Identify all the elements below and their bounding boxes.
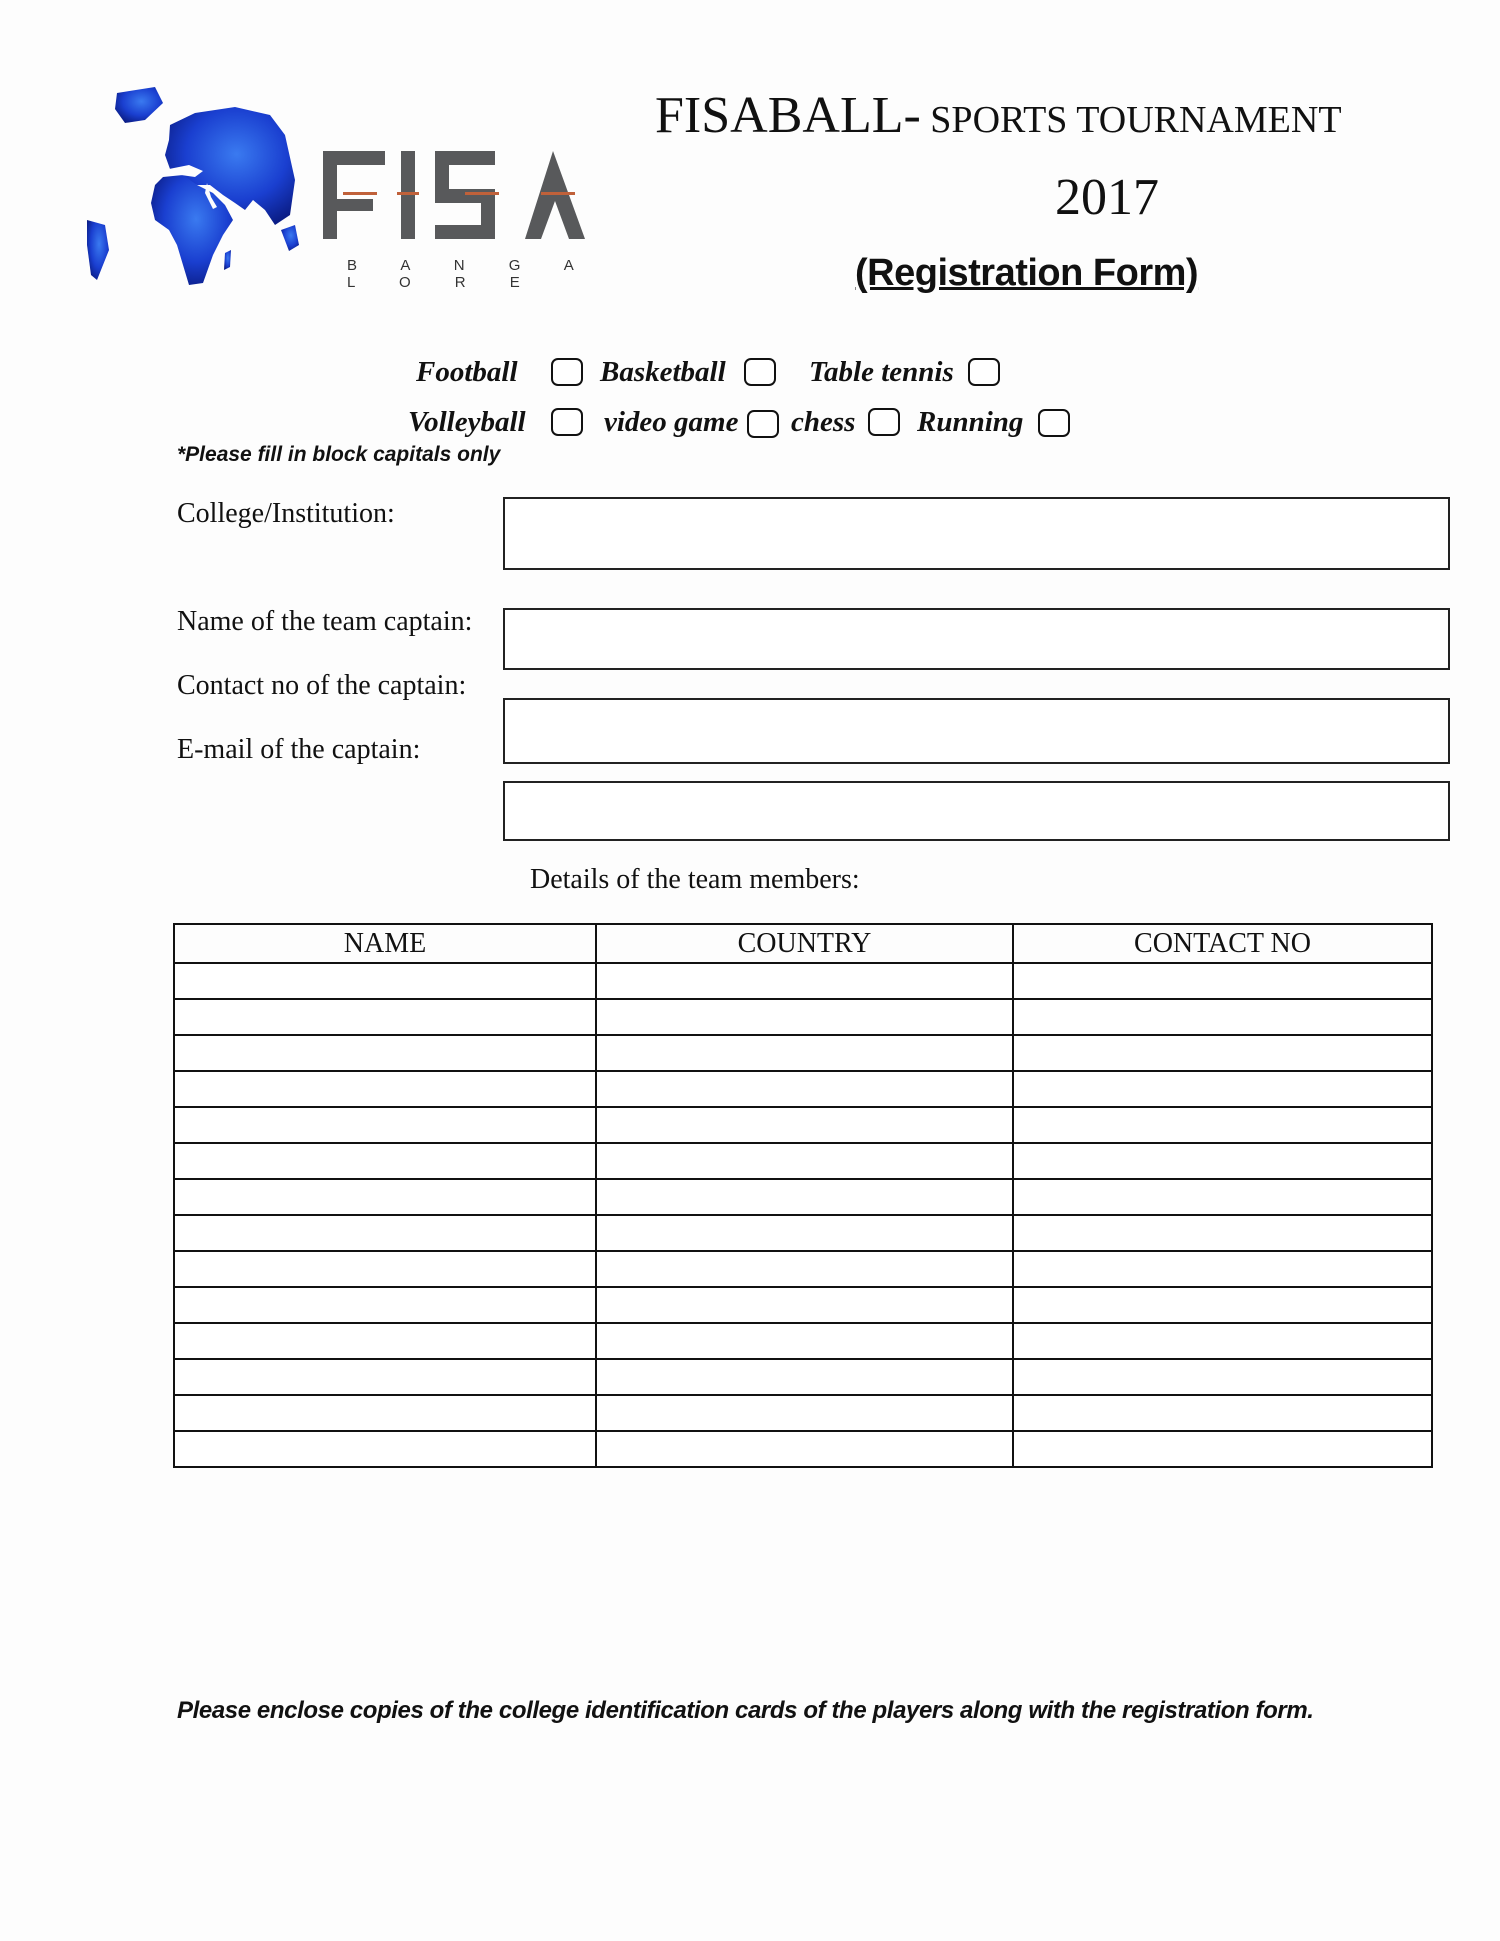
table-row xyxy=(174,1431,1432,1467)
member-contact-cell[interactable] xyxy=(1013,999,1432,1035)
team-details-heading: Details of the team members: xyxy=(530,864,860,895)
captain-contact-input[interactable] xyxy=(505,700,1448,762)
member-contact-cell[interactable] xyxy=(1013,1143,1432,1179)
column-header-contact: CONTACT NO xyxy=(1013,924,1432,963)
checkbox-chess[interactable] xyxy=(868,408,900,436)
member-contact-cell[interactable] xyxy=(1013,1179,1432,1215)
page-title xyxy=(655,87,1342,144)
globe-icon xyxy=(85,85,305,290)
block-capitals-note: *Please fill in block capitals only xyxy=(177,443,501,466)
captain-email-input[interactable] xyxy=(505,783,1448,839)
member-name-cell[interactable] xyxy=(174,963,596,999)
table-row xyxy=(174,1395,1432,1431)
member-country-cell[interactable] xyxy=(596,1071,1013,1107)
sport-label-football: Football xyxy=(416,356,518,388)
sport-label-basketball: Basketball xyxy=(600,356,726,388)
captain-email-label: E-mail of the captain: xyxy=(177,734,421,765)
fisa-logo xyxy=(85,85,625,295)
column-header-country: COUNTRY xyxy=(596,924,1013,963)
table-row xyxy=(174,1179,1432,1215)
college-label: College/Institution: xyxy=(177,498,395,529)
member-contact-cell[interactable] xyxy=(1013,1323,1432,1359)
sport-label-volleyball: Volleyball xyxy=(408,406,526,438)
member-name-cell[interactable] xyxy=(174,1359,596,1395)
captain-contact-label: Contact no of the captain: xyxy=(177,670,467,701)
captain-name-label: Name of the team captain: xyxy=(177,606,473,637)
captain-name-input[interactable] xyxy=(505,610,1448,668)
table-row xyxy=(174,1143,1432,1179)
checkbox-basketball[interactable] xyxy=(744,358,776,386)
checkbox-video-game[interactable] xyxy=(747,410,779,438)
captain-name-field[interactable] xyxy=(503,608,1450,670)
member-country-cell[interactable] xyxy=(596,1251,1013,1287)
column-header-name: NAME xyxy=(174,924,596,963)
sport-label-chess: chess xyxy=(791,406,856,438)
member-contact-cell[interactable] xyxy=(1013,963,1432,999)
logo-tagline: B A N G A L O R E xyxy=(347,257,593,291)
member-contact-cell[interactable] xyxy=(1013,1431,1432,1467)
checkbox-table-tennis[interactable] xyxy=(968,358,1000,386)
sport-label-table-tennis: Table tennis xyxy=(809,356,954,388)
member-contact-cell[interactable] xyxy=(1013,1035,1432,1071)
table-row xyxy=(174,1071,1432,1107)
checkbox-running[interactable] xyxy=(1038,409,1070,437)
member-name-cell[interactable] xyxy=(174,1215,596,1251)
member-name-cell[interactable] xyxy=(174,1179,596,1215)
table-row xyxy=(174,1323,1432,1359)
college-input[interactable] xyxy=(505,499,1448,568)
member-contact-cell[interactable] xyxy=(1013,1251,1432,1287)
member-name-cell[interactable] xyxy=(174,1071,596,1107)
member-country-cell[interactable] xyxy=(596,1215,1013,1251)
table-row xyxy=(174,1359,1432,1395)
member-name-cell[interactable] xyxy=(174,1287,596,1323)
member-contact-cell[interactable] xyxy=(1013,1287,1432,1323)
table-row xyxy=(174,1287,1432,1323)
member-country-cell[interactable] xyxy=(596,1107,1013,1143)
member-name-cell[interactable] xyxy=(174,1107,596,1143)
table-header-row xyxy=(174,924,1432,963)
member-contact-cell[interactable] xyxy=(1013,1215,1432,1251)
member-contact-cell[interactable] xyxy=(1013,1107,1432,1143)
table-row xyxy=(174,999,1432,1035)
member-country-cell[interactable] xyxy=(596,1287,1013,1323)
member-name-cell[interactable] xyxy=(174,1251,596,1287)
member-name-cell[interactable] xyxy=(174,1143,596,1179)
member-country-cell[interactable] xyxy=(596,999,1013,1035)
member-contact-cell[interactable] xyxy=(1013,1071,1432,1107)
table-row xyxy=(174,1251,1432,1287)
member-country-cell[interactable] xyxy=(596,1431,1013,1467)
table-row xyxy=(174,963,1432,999)
sport-label-video-game: video game xyxy=(604,406,739,438)
sport-label-running: Running xyxy=(917,406,1024,438)
checkbox-football[interactable] xyxy=(551,358,583,386)
team-members-table xyxy=(173,923,1433,1468)
member-country-cell[interactable] xyxy=(596,1323,1013,1359)
member-name-cell[interactable] xyxy=(174,999,596,1035)
member-contact-cell[interactable] xyxy=(1013,1395,1432,1431)
fisa-wordmark xyxy=(323,145,613,245)
title-main: FISABALL- xyxy=(655,87,921,144)
member-country-cell[interactable] xyxy=(596,1395,1013,1431)
checkbox-volleyball[interactable] xyxy=(551,408,583,436)
member-name-cell[interactable] xyxy=(174,1035,596,1071)
member-name-cell[interactable] xyxy=(174,1323,596,1359)
member-country-cell[interactable] xyxy=(596,1359,1013,1395)
member-country-cell[interactable] xyxy=(596,963,1013,999)
member-country-cell[interactable] xyxy=(596,1035,1013,1071)
title-rest: SPORTS TOURNAMENT xyxy=(920,99,1342,141)
captain-contact-field[interactable] xyxy=(503,698,1450,764)
member-name-cell[interactable] xyxy=(174,1431,596,1467)
member-name-cell[interactable] xyxy=(174,1395,596,1431)
member-contact-cell[interactable] xyxy=(1013,1359,1432,1395)
member-country-cell[interactable] xyxy=(596,1143,1013,1179)
table-row xyxy=(174,1107,1432,1143)
college-field[interactable] xyxy=(503,497,1450,570)
captain-email-field[interactable] xyxy=(503,781,1450,841)
table-row xyxy=(174,1215,1432,1251)
tournament-year: 2017 xyxy=(1055,169,1159,226)
member-country-cell[interactable] xyxy=(596,1179,1013,1215)
form-subtitle: (Registration Form) xyxy=(855,252,1199,294)
footer-note: Please enclose copies of the college identification cards of the players along with the registration form. xyxy=(177,1697,1314,1724)
table-row xyxy=(174,1035,1432,1071)
